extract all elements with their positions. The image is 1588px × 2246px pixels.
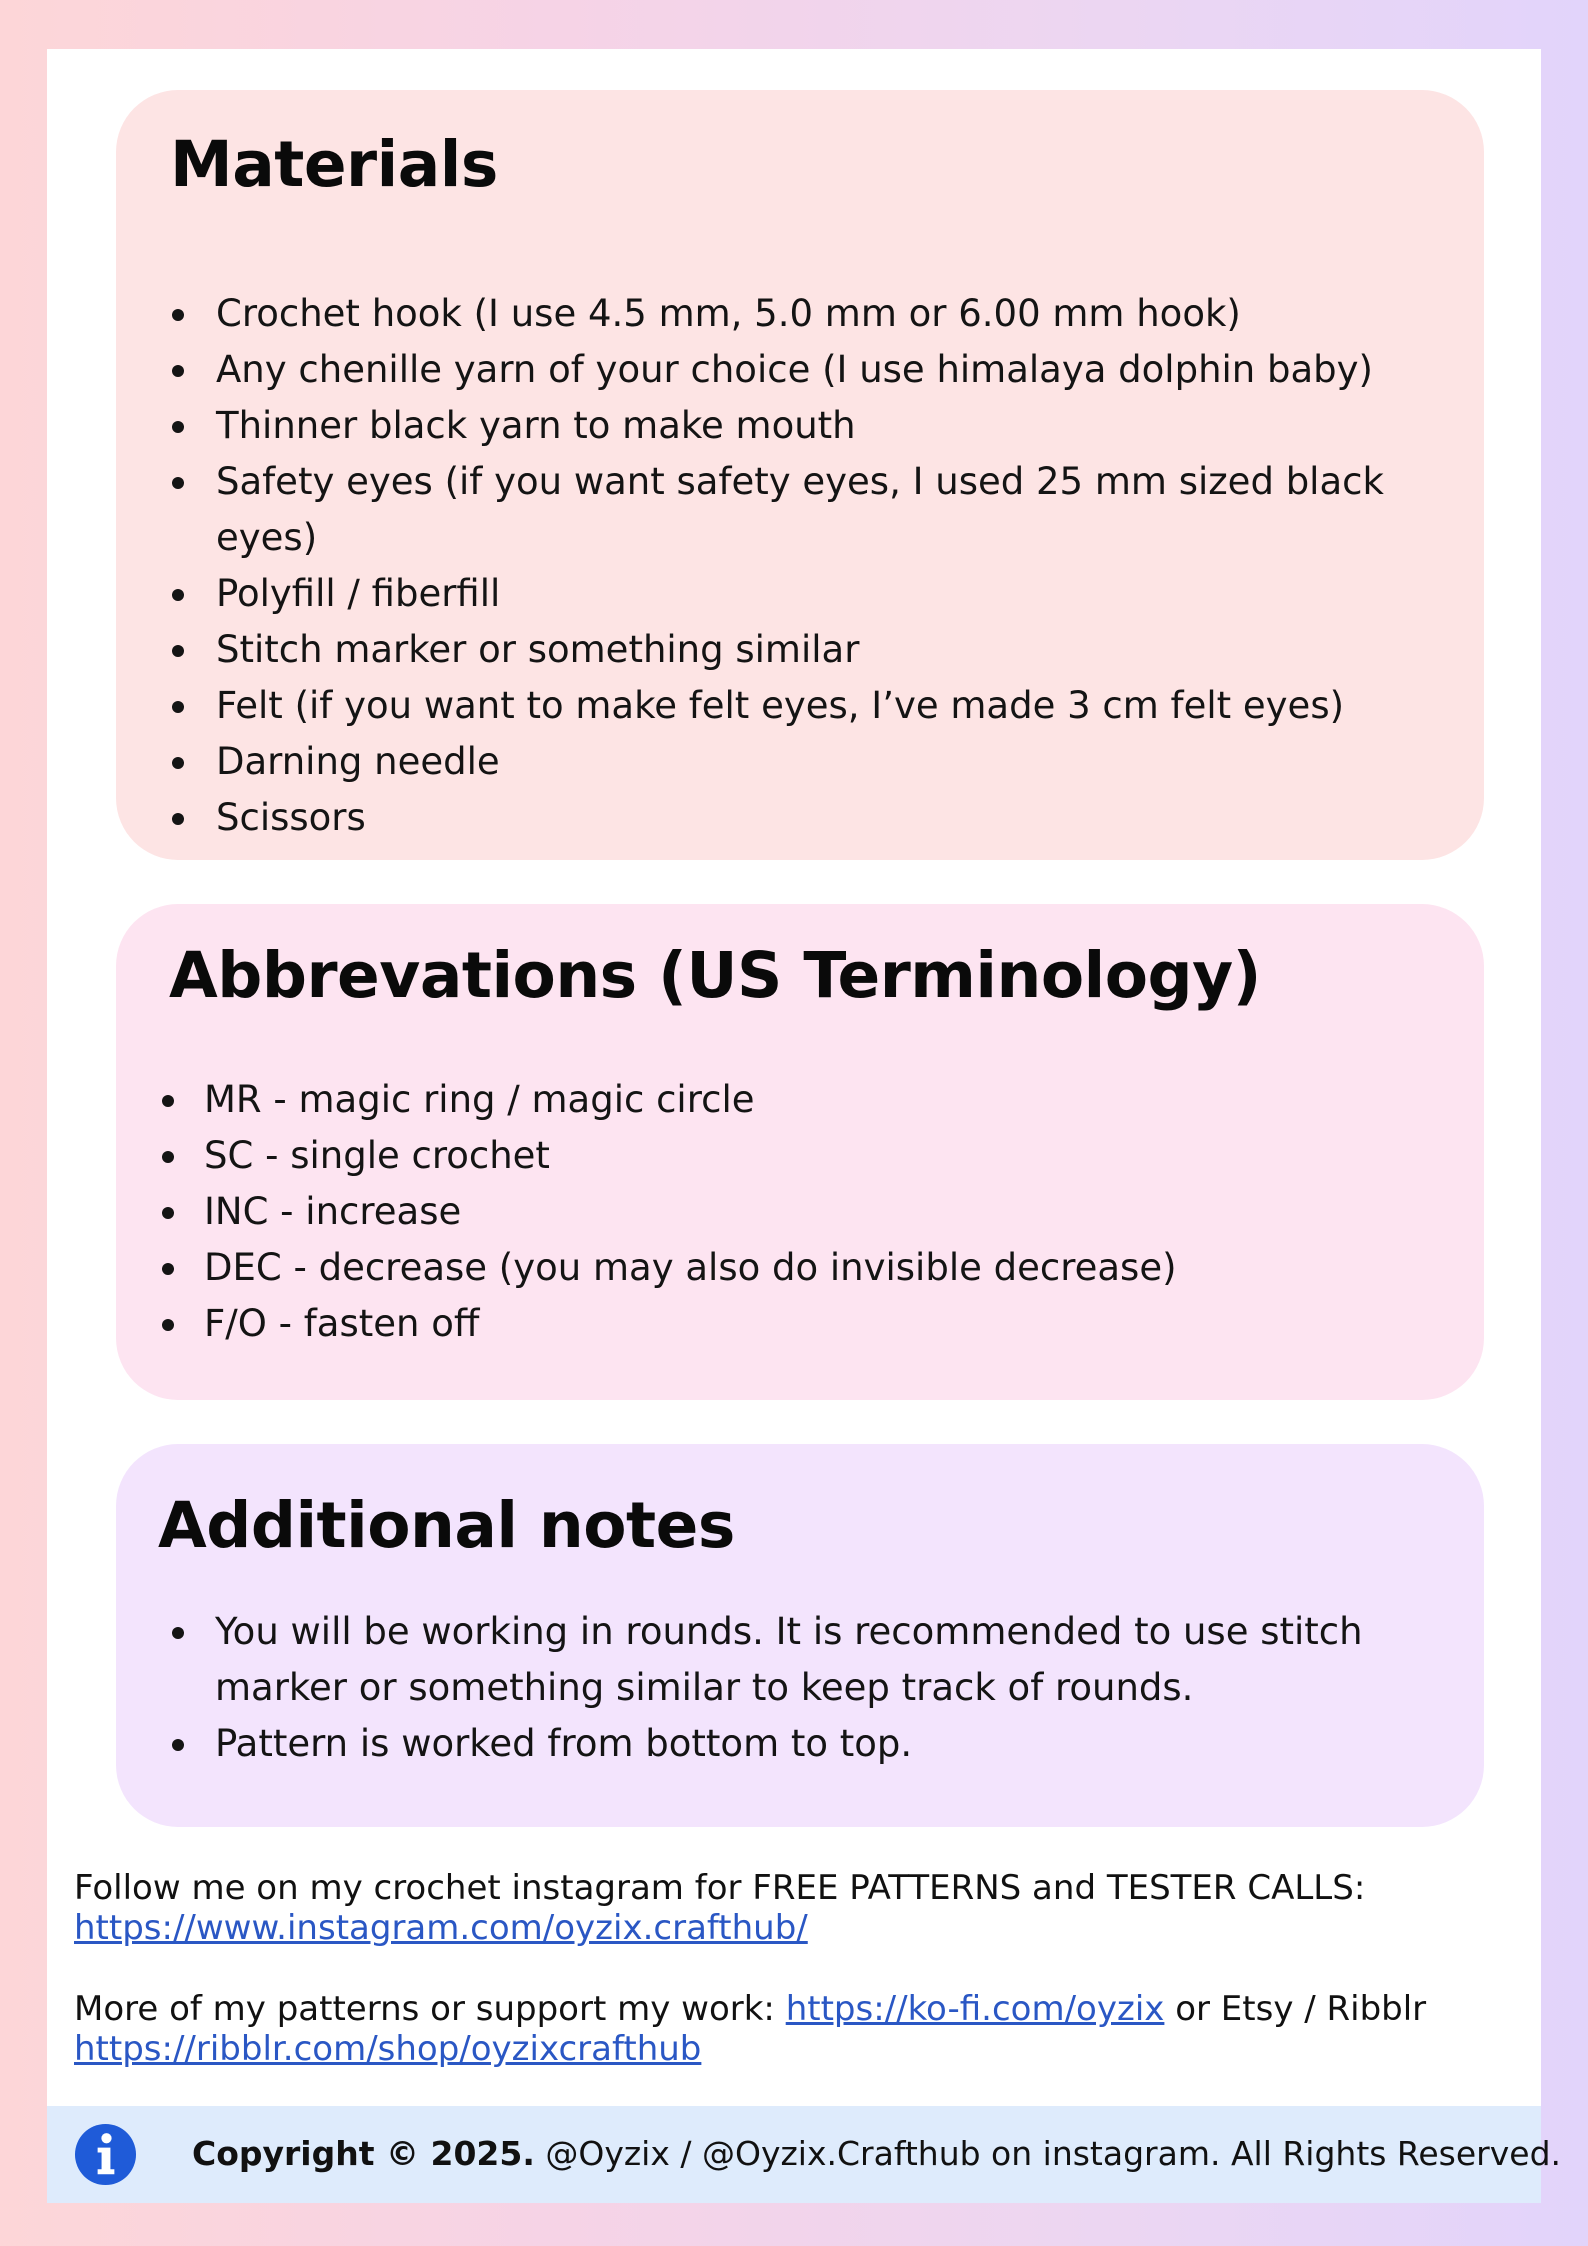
- follow-paragraph: [74, 1868, 1514, 1948]
- copyright-bold: Copyright © 2025.: [192, 2134, 535, 2173]
- list-item: Thinner black yarn to make mouth: [116, 398, 1484, 454]
- notes-heading: Additional notes: [158, 1489, 735, 1562]
- list-item: F/O - fasten off: [116, 1296, 1484, 1352]
- list-item: Polyfill / fiberfill: [116, 566, 1484, 622]
- follow-text: Follow me on my crochet instagram for FREE PATTERNS and TESTER CALLS:: [74, 1868, 1366, 1908]
- list-item: SC - single crochet: [116, 1128, 1484, 1184]
- document-page: [47, 49, 1562, 2203]
- notes-list: [116, 1604, 1484, 1772]
- list-item: Safety eyes (if you want safety eyes, I used 25 mm sized black eyes): [116, 454, 1484, 566]
- ribblr-link[interactable]: https://ribblr.com/shop/oyzixcrafthub: [74, 2029, 702, 2069]
- materials-card: [116, 90, 1484, 860]
- list-item: Crochet hook (I use 4.5 mm, 5.0 mm or 6.00 mm hook): [116, 286, 1484, 342]
- list-item: Any chenille yarn of your choice (I use himalaya dolphin baby): [116, 342, 1484, 398]
- list-item: Stitch marker or something similar: [116, 622, 1484, 678]
- list-item: Darning needle: [116, 734, 1484, 790]
- more-patterns-paragraph: [74, 1989, 1514, 2069]
- list-item: DEC - decrease (you may also do invisible decrease): [116, 1240, 1484, 1296]
- instagram-link[interactable]: https://www.instagram.com/oyzix.crafthub/: [74, 1908, 808, 1948]
- list-item: Pattern is worked from bottom to top.: [116, 1716, 1484, 1772]
- list-item: MR - magic ring / magic circle: [116, 1072, 1484, 1128]
- abbreviations-card: [116, 904, 1484, 1400]
- list-item: INC - increase: [116, 1184, 1484, 1240]
- kofi-link[interactable]: https://ko-fi.com/oyzix: [785, 1989, 1165, 2029]
- info-icon: [74, 2123, 137, 2186]
- etsy-ribblr-text: or Etsy / Ribblr: [1164, 1989, 1427, 2029]
- list-item: You will be working in rounds. It is recommended to use stitch marker or something similar to keep track of rounds.: [116, 1604, 1484, 1716]
- abbreviations-list: [116, 1072, 1484, 1352]
- more-text: More of my patterns or support my work:: [74, 1989, 786, 2029]
- materials-heading: Materials: [170, 128, 498, 201]
- copyright-rest: @Oyzix / @Oyzix.Crafthub on instagram. All Rights Reserved.: [534, 2134, 1562, 2173]
- materials-list: [116, 286, 1484, 846]
- list-item: Scissors: [116, 790, 1484, 846]
- additional-notes-card: [116, 1444, 1484, 1827]
- list-item: Felt (if you want to make felt eyes, I’ve made 3 cm felt eyes): [116, 678, 1484, 734]
- copyright-footer: [47, 2106, 1562, 2203]
- copyright-text: [192, 2133, 1561, 2175]
- abbreviations-heading: Abbrevations (US Terminology): [169, 939, 1261, 1012]
